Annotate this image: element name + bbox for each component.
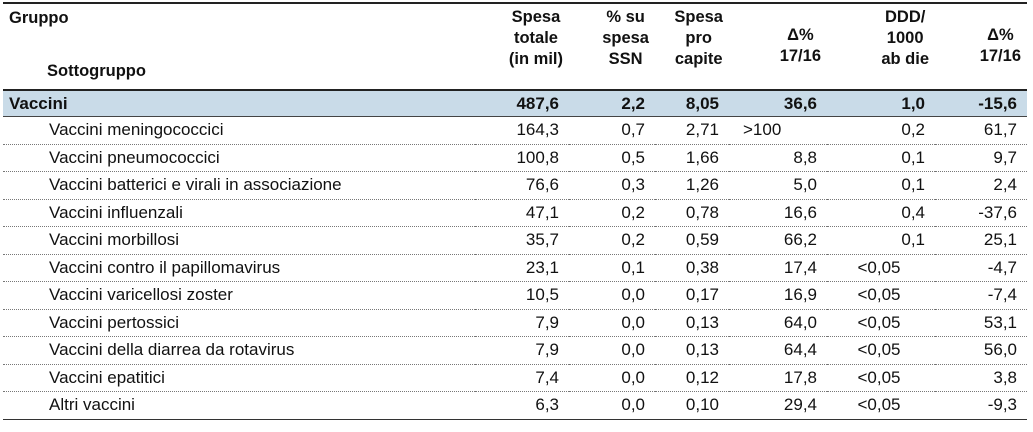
header-line: SSN	[608, 50, 643, 68]
group-cell: 8,05	[655, 90, 729, 117]
table-cell: 0,0	[569, 364, 655, 392]
table-cell: 17,8	[729, 364, 827, 392]
header-line: totale	[513, 29, 558, 47]
table-cell: 2,71	[655, 117, 729, 145]
total-spend-header	[475, 3, 569, 90]
ssn-share-header	[569, 3, 655, 90]
table-cell: <0,05	[827, 309, 935, 337]
header-line: (in mil)	[508, 50, 563, 68]
table-cell: -4,7	[935, 254, 1027, 282]
header-line: DDD/	[884, 8, 926, 26]
table-cell: 25,1	[935, 227, 1027, 255]
table-row	[3, 199, 1027, 227]
header-line: spesa	[602, 29, 649, 47]
table-cell: 0,0	[569, 309, 655, 337]
table-cell: -7,4	[935, 282, 1027, 310]
table-cell: <0,05	[827, 282, 935, 310]
subgroup-name: Altri vaccini	[3, 392, 475, 420]
table-cell: 0,12	[655, 364, 729, 392]
ddd-change-header	[935, 3, 1027, 90]
table-cell: 0,59	[655, 227, 729, 255]
subgroup-name: Vaccini morbillosi	[3, 227, 475, 255]
table-cell: 0,0	[569, 392, 655, 420]
table-cell: <0,05	[827, 337, 935, 365]
table-row	[3, 227, 1027, 255]
header-line: 1000	[886, 29, 924, 47]
table-cell: 7,9	[475, 309, 569, 337]
subgroup-name: Vaccini varicellosi zoster	[3, 282, 475, 310]
table-cell: 29,4	[729, 392, 827, 420]
table-cell: 61,7	[935, 117, 1027, 145]
header-line: 17/16	[779, 47, 821, 65]
table-cell: 8,8	[729, 144, 827, 172]
table-row	[3, 254, 1027, 282]
header-line: pro	[685, 29, 712, 47]
table-cell: 23,1	[475, 254, 569, 282]
table-cell: 1,26	[655, 172, 729, 200]
table-cell: 2,4	[935, 172, 1027, 200]
table-cell: 0,78	[655, 199, 729, 227]
subgroup-name: Vaccini contro il papillomavirus	[3, 254, 475, 282]
table-cell: 0,2	[569, 199, 655, 227]
table-cell: 3,8	[935, 364, 1027, 392]
group-cell: 1,0	[827, 90, 935, 117]
table-cell: 9,7	[935, 144, 1027, 172]
subgroup-name: Vaccini pertossici	[3, 309, 475, 337]
header-line: Δ%	[987, 26, 1014, 44]
table-cell: <0,05	[827, 392, 935, 420]
group-name: Vaccini	[3, 90, 475, 117]
table-cell: 0,2	[569, 227, 655, 255]
group-cell: 487,6	[475, 90, 569, 117]
table-cell: 76,6	[475, 172, 569, 200]
header-row	[3, 3, 1027, 90]
group-row	[3, 90, 1027, 117]
header-line: 17/16	[979, 47, 1021, 65]
spend-change-header	[729, 3, 827, 90]
table-cell: 16,9	[729, 282, 827, 310]
subgroup-column-label: Sottogruppo	[47, 62, 146, 80]
table-row	[3, 337, 1027, 365]
table-cell: 7,4	[475, 364, 569, 392]
group-cell: -15,6	[935, 90, 1027, 117]
table-cell: 0,4	[827, 199, 935, 227]
table-cell: 0,1	[827, 227, 935, 255]
table-cell: 0,13	[655, 309, 729, 337]
table-cell: 100,8	[475, 144, 569, 172]
table-cell: 7,9	[475, 337, 569, 365]
table-cell: 0,38	[655, 254, 729, 282]
table-cell: 0,0	[569, 337, 655, 365]
table-cell: 64,4	[729, 337, 827, 365]
table-cell: 17,4	[729, 254, 827, 282]
table-cell: 0,2	[827, 117, 935, 145]
table-cell: 53,1	[935, 309, 1027, 337]
subgroup-name: Vaccini meningococcici	[3, 117, 475, 145]
table-cell: 10,5	[475, 282, 569, 310]
table-row	[3, 392, 1027, 420]
table-cell: 0,13	[655, 337, 729, 365]
table-cell: 0,7	[569, 117, 655, 145]
table-cell: 6,3	[475, 392, 569, 420]
table-row	[3, 309, 1027, 337]
table-cell: -37,6	[935, 199, 1027, 227]
ddd-header	[827, 3, 935, 90]
table-cell: -9,3	[935, 392, 1027, 420]
table-cell: 0,10	[655, 392, 729, 420]
table-cell: 47,1	[475, 199, 569, 227]
table-cell: 35,7	[475, 227, 569, 255]
data-table-container	[3, 0, 1027, 420]
subgroup-name: Vaccini batterici e virali in associazione	[3, 172, 475, 200]
table-cell: 0,3	[569, 172, 655, 200]
group-cell: 2,2	[569, 90, 655, 117]
subgroup-name: Vaccini epatitici	[3, 364, 475, 392]
table-cell: 64,0	[729, 309, 827, 337]
table-cell: 0,0	[569, 282, 655, 310]
table-cell: 0,1	[827, 144, 935, 172]
header-line: Spesa	[674, 8, 723, 26]
group-cell: 36,6	[729, 90, 827, 117]
table-cell: >100	[729, 117, 827, 145]
table-cell: 1,66	[655, 144, 729, 172]
table-body	[3, 90, 1027, 419]
table-row	[3, 144, 1027, 172]
table-cell: 16,6	[729, 199, 827, 227]
spending-table	[3, 2, 1027, 420]
header-line: Spesa	[511, 8, 561, 26]
table-cell: 56,0	[935, 337, 1027, 365]
table-row	[3, 282, 1027, 310]
header-line: capite	[674, 50, 723, 68]
table-cell: 0,1	[569, 254, 655, 282]
header-line: % su	[606, 8, 645, 26]
table-cell: 0,5	[569, 144, 655, 172]
table-cell: 5,0	[729, 172, 827, 200]
group-column-label: Gruppo	[9, 9, 69, 27]
table-cell: <0,05	[827, 364, 935, 392]
per-capita-header	[655, 3, 729, 90]
header-line: ab die	[881, 50, 929, 68]
table-header	[3, 3, 1027, 90]
subgroup-name: Vaccini pneumococcici	[3, 144, 475, 172]
table-cell: 0,17	[655, 282, 729, 310]
table-cell: 164,3	[475, 117, 569, 145]
table-cell: <0,05	[827, 254, 935, 282]
table-row	[3, 364, 1027, 392]
name-column-header	[3, 3, 475, 90]
table-cell: 66,2	[729, 227, 827, 255]
table-cell: 0,1	[827, 172, 935, 200]
subgroup-name: Vaccini della diarrea da rotavirus	[3, 337, 475, 365]
table-row	[3, 172, 1027, 200]
table-row	[3, 117, 1027, 145]
subgroup-name: Vaccini influenzali	[3, 199, 475, 227]
header-line: Δ%	[787, 26, 814, 44]
